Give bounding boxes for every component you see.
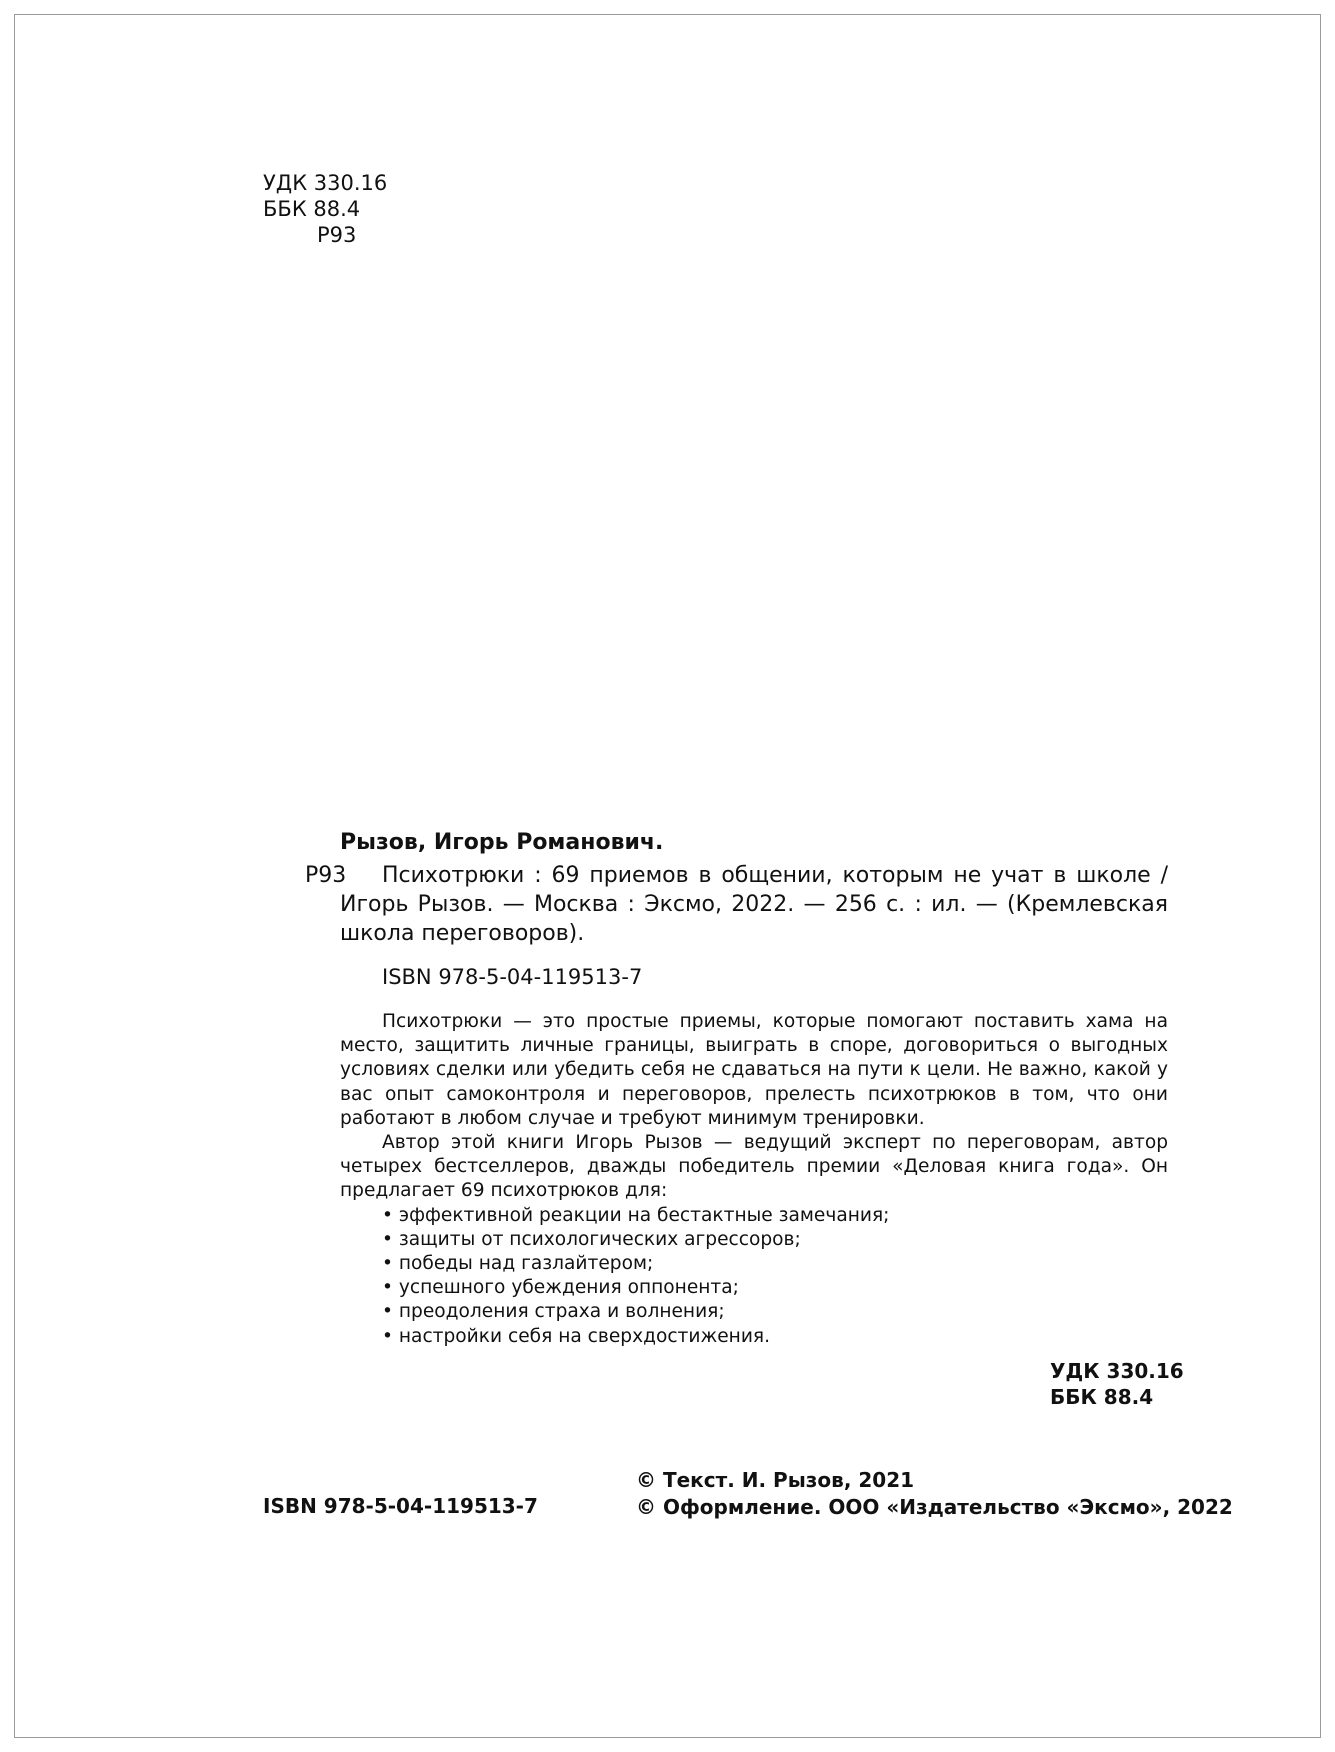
list-item: • эффективной реакции на бестактные замечания; — [382, 1204, 1168, 1228]
annotation-list — [340, 1204, 1168, 1349]
list-item: • преодоления страха и волнения; — [382, 1300, 1168, 1324]
classification-codes-top — [263, 170, 387, 248]
bbk-code-bottom: ББК 88.4 — [1050, 1385, 1154, 1409]
bibliographic-record — [305, 830, 1168, 1349]
udk-code: УДК 330.16 — [263, 171, 388, 195]
copyright-design: © Оформление. ООО «Издательство «Эксмо», 2022 — [636, 1495, 1233, 1519]
list-item: • настройки себя на сверхдостижения. — [382, 1325, 1168, 1349]
copyright-text: © Текст. И. Рызов, 2021 — [636, 1468, 915, 1492]
main-entry-text: Психотрюки : 69 приемов в общении, которым не учат в школе / Игорь Рызов. — Москва : Эксмо, 2022. — 256 с. : ил. — (Кремлевская школа переговоров). — [340, 862, 1168, 946]
annotation — [340, 1010, 1168, 1349]
copyright-block — [636, 1467, 1233, 1521]
footer-isbn: ISBN 978-5-04-119513-7 — [263, 1494, 538, 1518]
author-sign-left: Р93 — [305, 862, 347, 888]
main-entry — [305, 861, 1168, 948]
record-isbn: ISBN 978-5-04-119513-7 — [382, 964, 643, 989]
author-sign: Р93 — [317, 223, 357, 247]
list-item: • успешного убеждения оппонента; — [382, 1276, 1168, 1300]
list-item: • победы над газлайтером; — [382, 1252, 1168, 1276]
author-heading: Рызов, Игорь Романович. — [340, 830, 664, 855]
annotation-paragraph-1: Психотрюки — это простые приемы, которые помогают поставить хама на место, защитить личные границы, выиграть в споре, договориться о выгодных условиях сделки или убедить себя не сдаваться на пути к цели. Не важно, какой у вас опыт самоконтроля и переговоров, прелесть психотрюков в том, что они работают в любом случае и требуют минимум тренировки. — [340, 1011, 1168, 1129]
classification-codes-bottom — [1050, 1358, 1184, 1410]
bbk-code: ББК 88.4 — [263, 197, 361, 221]
annotation-paragraph-2: Автор этой книги Игорь Рызов — ведущий эксперт по переговорам, автор четырех бестселлеров, дважды победитель премии «Деловая книга года». Он предлагает 69 психотрюков для: — [340, 1132, 1168, 1202]
udk-code-bottom: УДК 330.16 — [1050, 1359, 1184, 1383]
list-item: • защиты от психологических агрессоров; — [382, 1228, 1168, 1252]
